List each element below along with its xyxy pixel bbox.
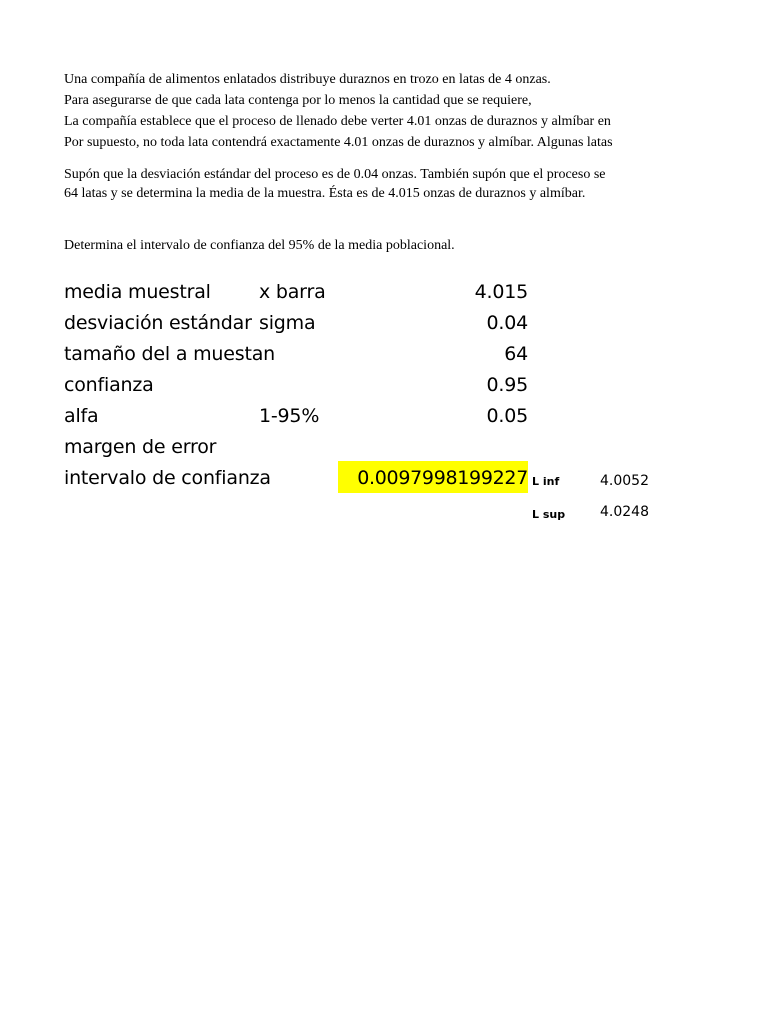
value-l-sup: 4.0248 (600, 504, 649, 520)
label-margen-error: margen de error (64, 436, 217, 458)
label-confianza: confianza (64, 374, 154, 396)
symbol-x-barra: x barra (259, 281, 326, 303)
label-tamano-muestra: tamaño del a muestan (64, 343, 275, 365)
label-media-muestral: media muestral (64, 281, 211, 303)
assumption-line-1: Supón que la desviación estándar del proceso es de 0.04 onzas. También supón que el proceso se (64, 167, 606, 182)
value-desviacion-estandar: 0.04 (486, 312, 528, 334)
problem-line-4: Por supuesto, no toda lata contendrá exactamente 4.01 onzas de duraznos y almíbar. Algunas latas (64, 135, 613, 150)
assumption-line-2: 64 latas y se determina la media de la muestra. Ésta es de 4.015 onzas de duraznos y almíbar. (64, 186, 586, 201)
value-l-inf: 4.0052 (600, 473, 649, 489)
symbol-sigma: sigma (259, 312, 316, 334)
label-l-inf: L inf (532, 475, 560, 488)
problem-line-1: Una compañía de alimentos enlatados distribuye duraznos en trozo en latas de 4 onzas. (64, 72, 551, 87)
problem-line-2: Para asegurarse de que cada lata contenga por lo menos la cantidad que se requiere, (64, 93, 532, 108)
label-l-sup: L sup (532, 508, 566, 521)
label-desviacion-estandar: desviación estándar (64, 312, 252, 334)
problem-line-3: La compañía establece que el proceso de llenado debe verter 4.01 onzas de duraznos y almíbar en (64, 114, 611, 129)
label-alfa: alfa (64, 405, 99, 427)
value-media-muestral: 4.015 (474, 281, 528, 303)
question-text: Determina el intervalo de confianza del 95% de la media poblacional. (64, 238, 455, 253)
value-alfa: 0.05 (486, 405, 528, 427)
symbol-alfa-formula: 1-95% (259, 405, 320, 427)
value-confianza: 0.95 (486, 374, 528, 396)
value-intervalo-confianza: 0.0097998199227 (357, 467, 528, 489)
highlighted-cell[interactable] (338, 461, 528, 493)
value-tamano-muestra: 64 (504, 343, 528, 365)
label-intervalo-confianza: intervalo de confianza (64, 467, 271, 489)
